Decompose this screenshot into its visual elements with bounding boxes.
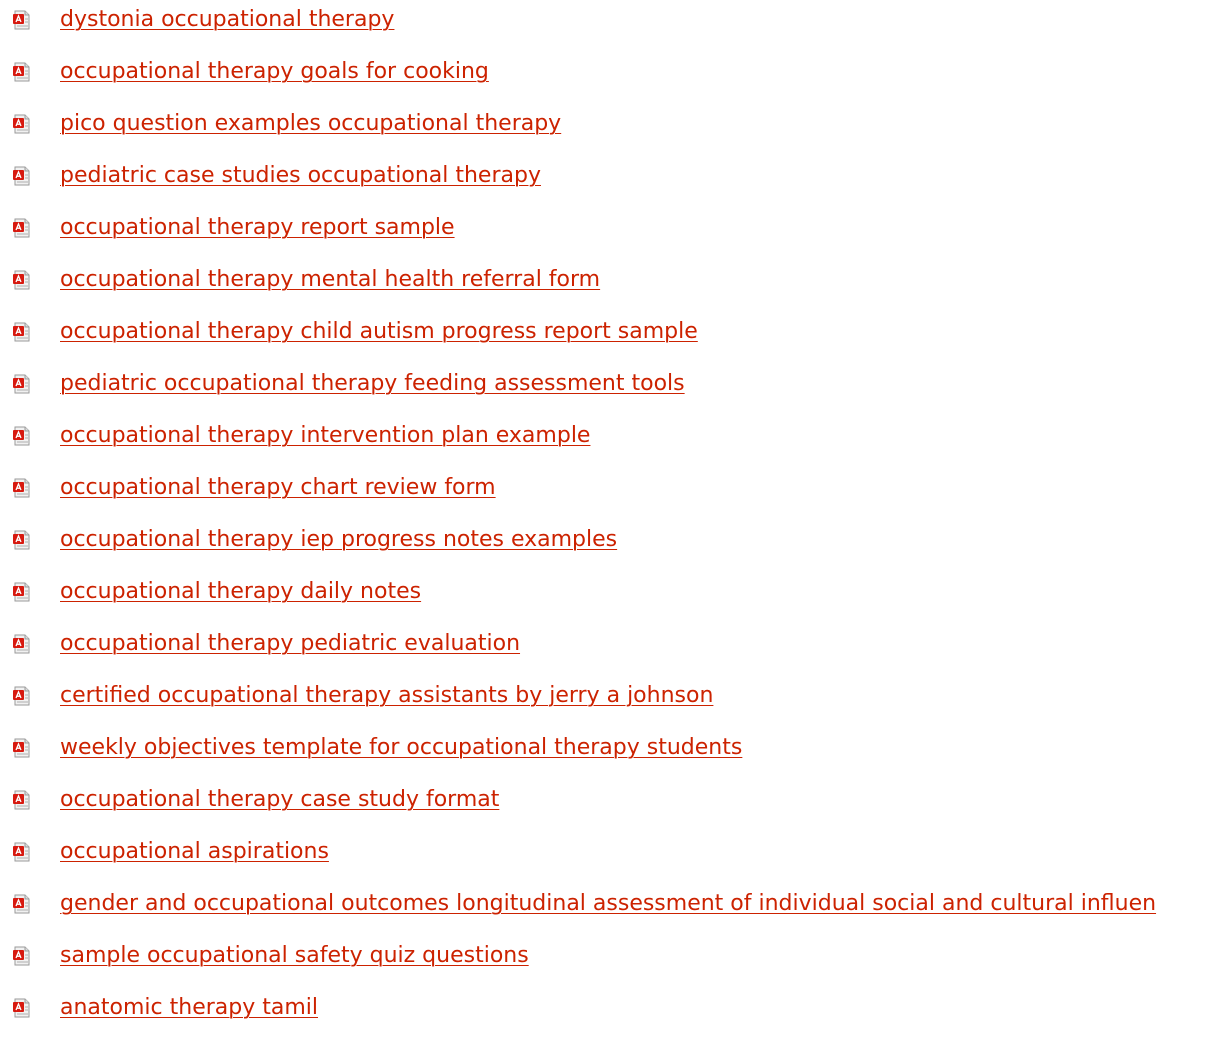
list-item	[0, 104, 1231, 156]
document-link[interactable]: occupational therapy goals for cooking	[60, 59, 489, 84]
document-link[interactable]: pico question examples occupational therapy	[60, 111, 562, 136]
pdf-file-icon	[12, 322, 32, 342]
document-link[interactable]: occupational therapy chart review form	[60, 475, 496, 500]
document-link[interactable]: occupational therapy daily notes	[60, 579, 422, 604]
list-item	[0, 468, 1231, 520]
pdf-file-icon	[12, 686, 32, 706]
document-link[interactable]: pediatric occupational therapy feeding assessment tools	[60, 371, 685, 396]
document-link[interactable]: occupational aspirations	[60, 839, 329, 864]
pdf-file-icon	[12, 62, 32, 82]
pdf-file-icon	[12, 166, 32, 186]
document-link[interactable]: occupational therapy iep progress notes examples	[60, 527, 618, 552]
pdf-file-icon	[12, 218, 32, 238]
pdf-file-icon	[12, 478, 32, 498]
pdf-file-icon	[12, 634, 32, 654]
pdf-file-icon	[12, 10, 32, 30]
list-item	[0, 520, 1231, 572]
pdf-file-icon	[12, 842, 32, 862]
list-item	[0, 156, 1231, 208]
pdf-file-icon	[12, 738, 32, 758]
list-item	[0, 312, 1231, 364]
pdf-file-icon	[12, 582, 32, 602]
document-link[interactable]: occupational therapy mental health referral form	[60, 267, 601, 292]
list-item	[0, 936, 1231, 988]
pdf-file-icon	[12, 790, 32, 810]
list-item	[0, 676, 1231, 728]
list-item	[0, 364, 1231, 416]
document-link[interactable]: dystonia occupational therapy	[60, 7, 395, 32]
pdf-file-icon	[12, 530, 32, 550]
list-item	[0, 208, 1231, 260]
list-item	[0, 832, 1231, 884]
document-link[interactable]: occupational therapy case study format	[60, 787, 500, 812]
list-item	[0, 988, 1231, 1040]
document-link[interactable]: certified occupational therapy assistants by jerry a johnson	[60, 683, 714, 708]
document-link[interactable]: gender and occupational outcomes longitudinal assessment of individual social and cultural influen	[60, 891, 1157, 916]
document-link[interactable]: pediatric case studies occupational therapy	[60, 163, 541, 188]
list-item	[0, 0, 1231, 52]
list-item	[0, 52, 1231, 104]
list-item	[0, 624, 1231, 676]
list-item	[0, 260, 1231, 312]
document-link[interactable]: occupational therapy intervention plan example	[60, 423, 591, 448]
pdf-file-icon	[12, 426, 32, 446]
pdf-file-icon	[12, 270, 32, 290]
pdf-file-icon	[12, 374, 32, 394]
document-link[interactable]: anatomic therapy tamil	[60, 995, 318, 1020]
document-link[interactable]: weekly objectives template for occupational therapy students	[60, 735, 743, 760]
document-link[interactable]: occupational therapy report sample	[60, 215, 455, 240]
list-item	[0, 416, 1231, 468]
list-item	[0, 780, 1231, 832]
list-item	[0, 728, 1231, 780]
list-item	[0, 884, 1231, 936]
document-link[interactable]: occupational therapy child autism progress report sample	[60, 319, 698, 344]
pdf-file-icon	[12, 894, 32, 914]
list-item	[0, 572, 1231, 624]
pdf-file-icon	[12, 998, 32, 1018]
pdf-file-icon	[12, 114, 32, 134]
document-link[interactable]: occupational therapy pediatric evaluation	[60, 631, 521, 656]
document-link[interactable]: sample occupational safety quiz questions	[60, 943, 529, 968]
pdf-file-icon	[12, 946, 32, 966]
